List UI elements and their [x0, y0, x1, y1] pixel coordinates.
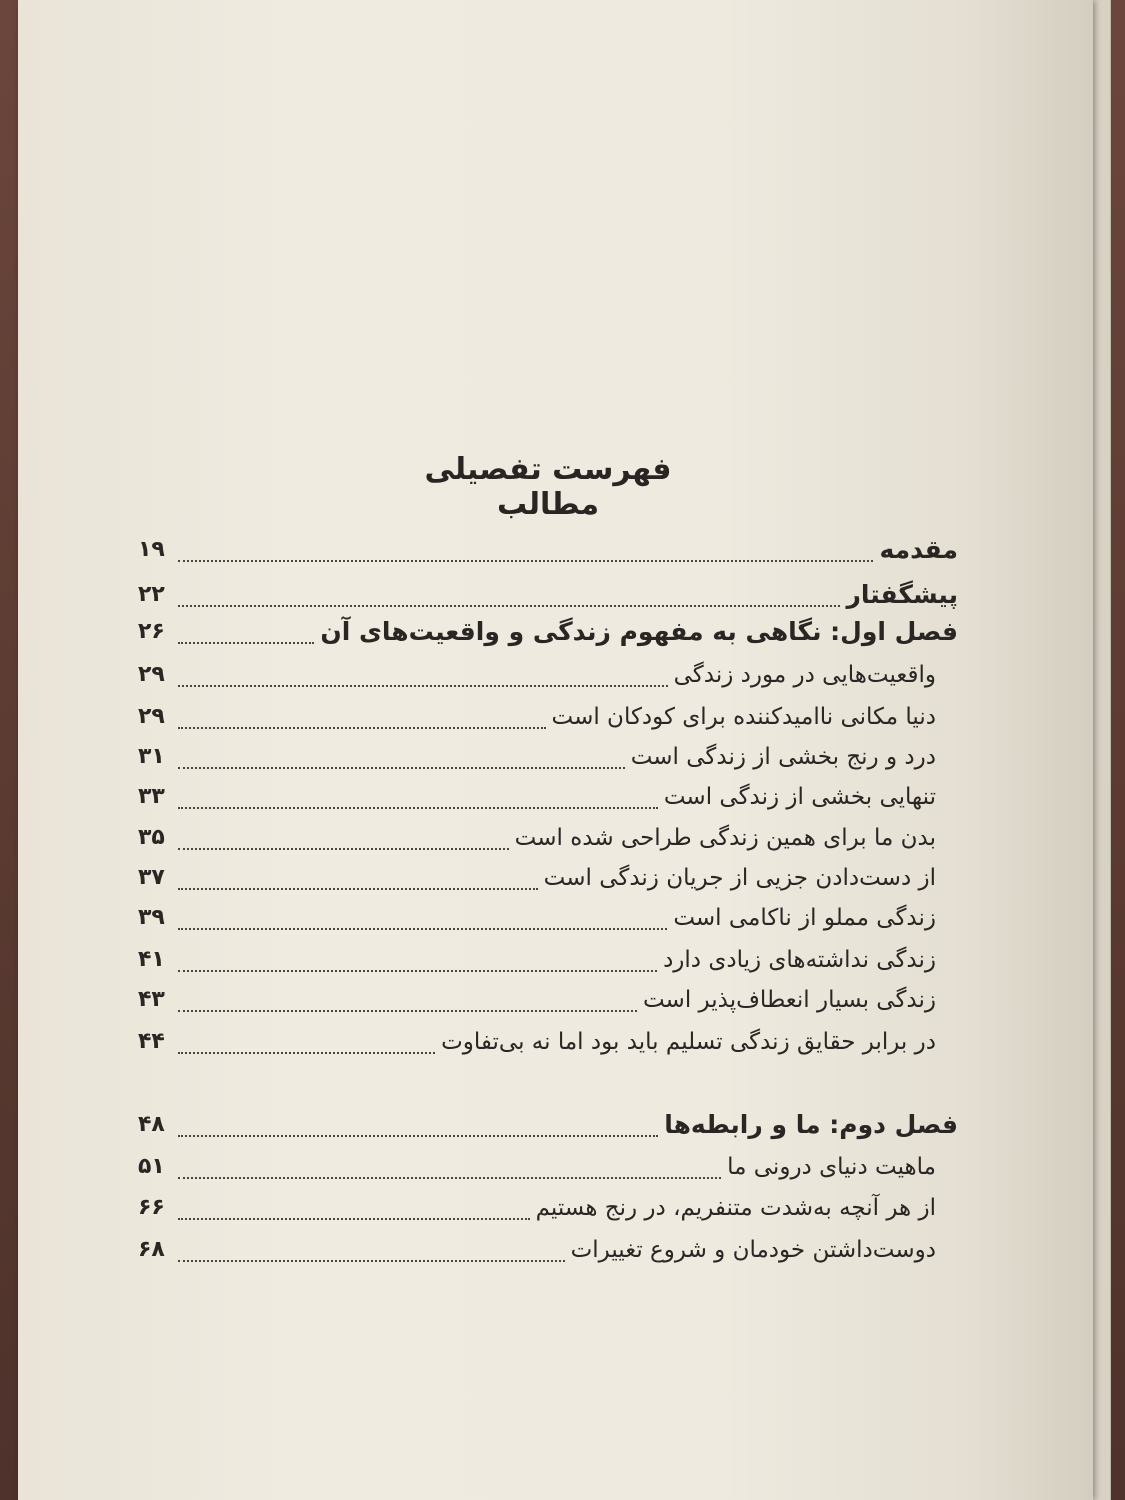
toc-entry-label: دوست‌داشتن خودمان و شروع تغییرات: [570, 1237, 936, 1263]
toc-entry-label: فصل دوم: ما و رابطه‌ها: [664, 1110, 958, 1139]
toc-entry-label: تنهایی بخشی از زندگی است: [663, 784, 936, 810]
dot-leader: [178, 1051, 435, 1054]
dot-leader: [178, 1009, 637, 1012]
toc-entry-page-number: ۴۴: [138, 1029, 165, 1054]
toc-entry-page-number: ۱۹: [138, 537, 165, 562]
dot-leader: [178, 1259, 565, 1262]
toc-entry: [138, 1105, 958, 1145]
toc-entry: [138, 898, 958, 938]
toc-entry: [138, 1147, 958, 1187]
dot-leader: [178, 927, 667, 930]
toc-entry-label: فصل اول: نگاهی به مفهوم زندگی و واقعیت‌های آن: [320, 617, 958, 646]
dot-leader: [178, 726, 546, 729]
toc-entry: [138, 1188, 958, 1228]
toc-entry-label: بدن ما برای همین زندگی طراحی شده است: [514, 825, 936, 851]
toc-entry-label: از دست‌دادن جزیی از جریان زندگی است: [543, 865, 936, 891]
toc-entry: [138, 777, 958, 817]
toc-entry: [138, 1230, 958, 1270]
page-title: فهرست تفصیلی مطالب: [424, 452, 672, 522]
toc-entry: [138, 530, 958, 570]
toc-entry-label: زندگی بسیار انعطاف‌پذیر است: [642, 987, 936, 1013]
toc-entry-page-number: ۲۹: [138, 704, 165, 729]
toc-entry: [138, 980, 958, 1020]
dot-leader: [178, 1134, 658, 1137]
toc-entry-page-number: ۳۳: [138, 784, 165, 809]
toc-entry-page-number: ۳۵: [138, 825, 165, 850]
toc-entry: [138, 612, 958, 652]
dot-leader: [178, 847, 509, 850]
toc-entry-label: زندگی مملو از ناکامی است: [673, 905, 936, 931]
toc-entry-label: در برابر حقایق زندگی تسلیم باید بود اما نه بی‌تفاوت: [441, 1029, 936, 1055]
dot-leader: [178, 887, 538, 890]
book-page: [18, 0, 1093, 1500]
toc-entry-page-number: ۲۶: [138, 619, 165, 644]
dot-leader: [178, 1176, 721, 1179]
toc-entry-page-number: ۴۸: [138, 1112, 165, 1137]
dot-leader: [178, 1217, 530, 1220]
toc-entry-label: مقدمه: [879, 535, 958, 564]
toc-entry: [138, 655, 958, 695]
toc-entry: [138, 940, 958, 980]
toc-entry-page-number: ۲۲: [138, 582, 165, 607]
toc-entry: [138, 858, 958, 898]
toc-entry-page-number: ۴۳: [138, 987, 165, 1012]
toc-entry: [138, 737, 958, 777]
toc-entry: [138, 1022, 958, 1062]
toc-entry-label: درد و رنج بخشی از زندگی است: [630, 744, 936, 770]
toc-entry-page-number: ۵۱: [138, 1154, 165, 1179]
dot-leader: [178, 969, 657, 972]
toc-entry-label: از هر آنچه به‌شدت متنفریم، در رنج هستیم: [535, 1195, 936, 1221]
toc-entry-label: دنیا مکانی ناامیدکننده برای کودکان است: [551, 704, 936, 730]
toc-entry-label: زندگی نداشته‌های زیادی دارد: [663, 947, 936, 973]
toc-entry-page-number: ۳۱: [138, 744, 165, 769]
dot-leader: [178, 806, 658, 809]
toc-entry: [138, 697, 958, 737]
toc-entry-page-number: ۴۱: [138, 947, 165, 972]
toc-entry-page-number: ۶۸: [138, 1237, 165, 1262]
toc-entry-page-number: ۳۹: [138, 905, 165, 930]
toc-entry-page-number: ۶۶: [138, 1195, 165, 1220]
dot-leader: [178, 766, 625, 769]
dot-leader: [178, 604, 840, 607]
dot-leader: [178, 684, 668, 687]
toc-entry: [138, 818, 958, 858]
dot-leader: [178, 641, 314, 644]
toc-entry-label: واقعیت‌هایی در مورد زندگی: [673, 662, 936, 688]
toc-entry-label: پیشگفتار: [846, 580, 958, 609]
toc-entry-label: ماهیت دنیای درونی ما: [727, 1154, 936, 1180]
toc-entry: [138, 575, 958, 615]
dot-leader: [178, 559, 873, 562]
toc-entry-page-number: ۲۹: [138, 662, 165, 687]
toc-entry-page-number: ۳۷: [138, 865, 165, 890]
